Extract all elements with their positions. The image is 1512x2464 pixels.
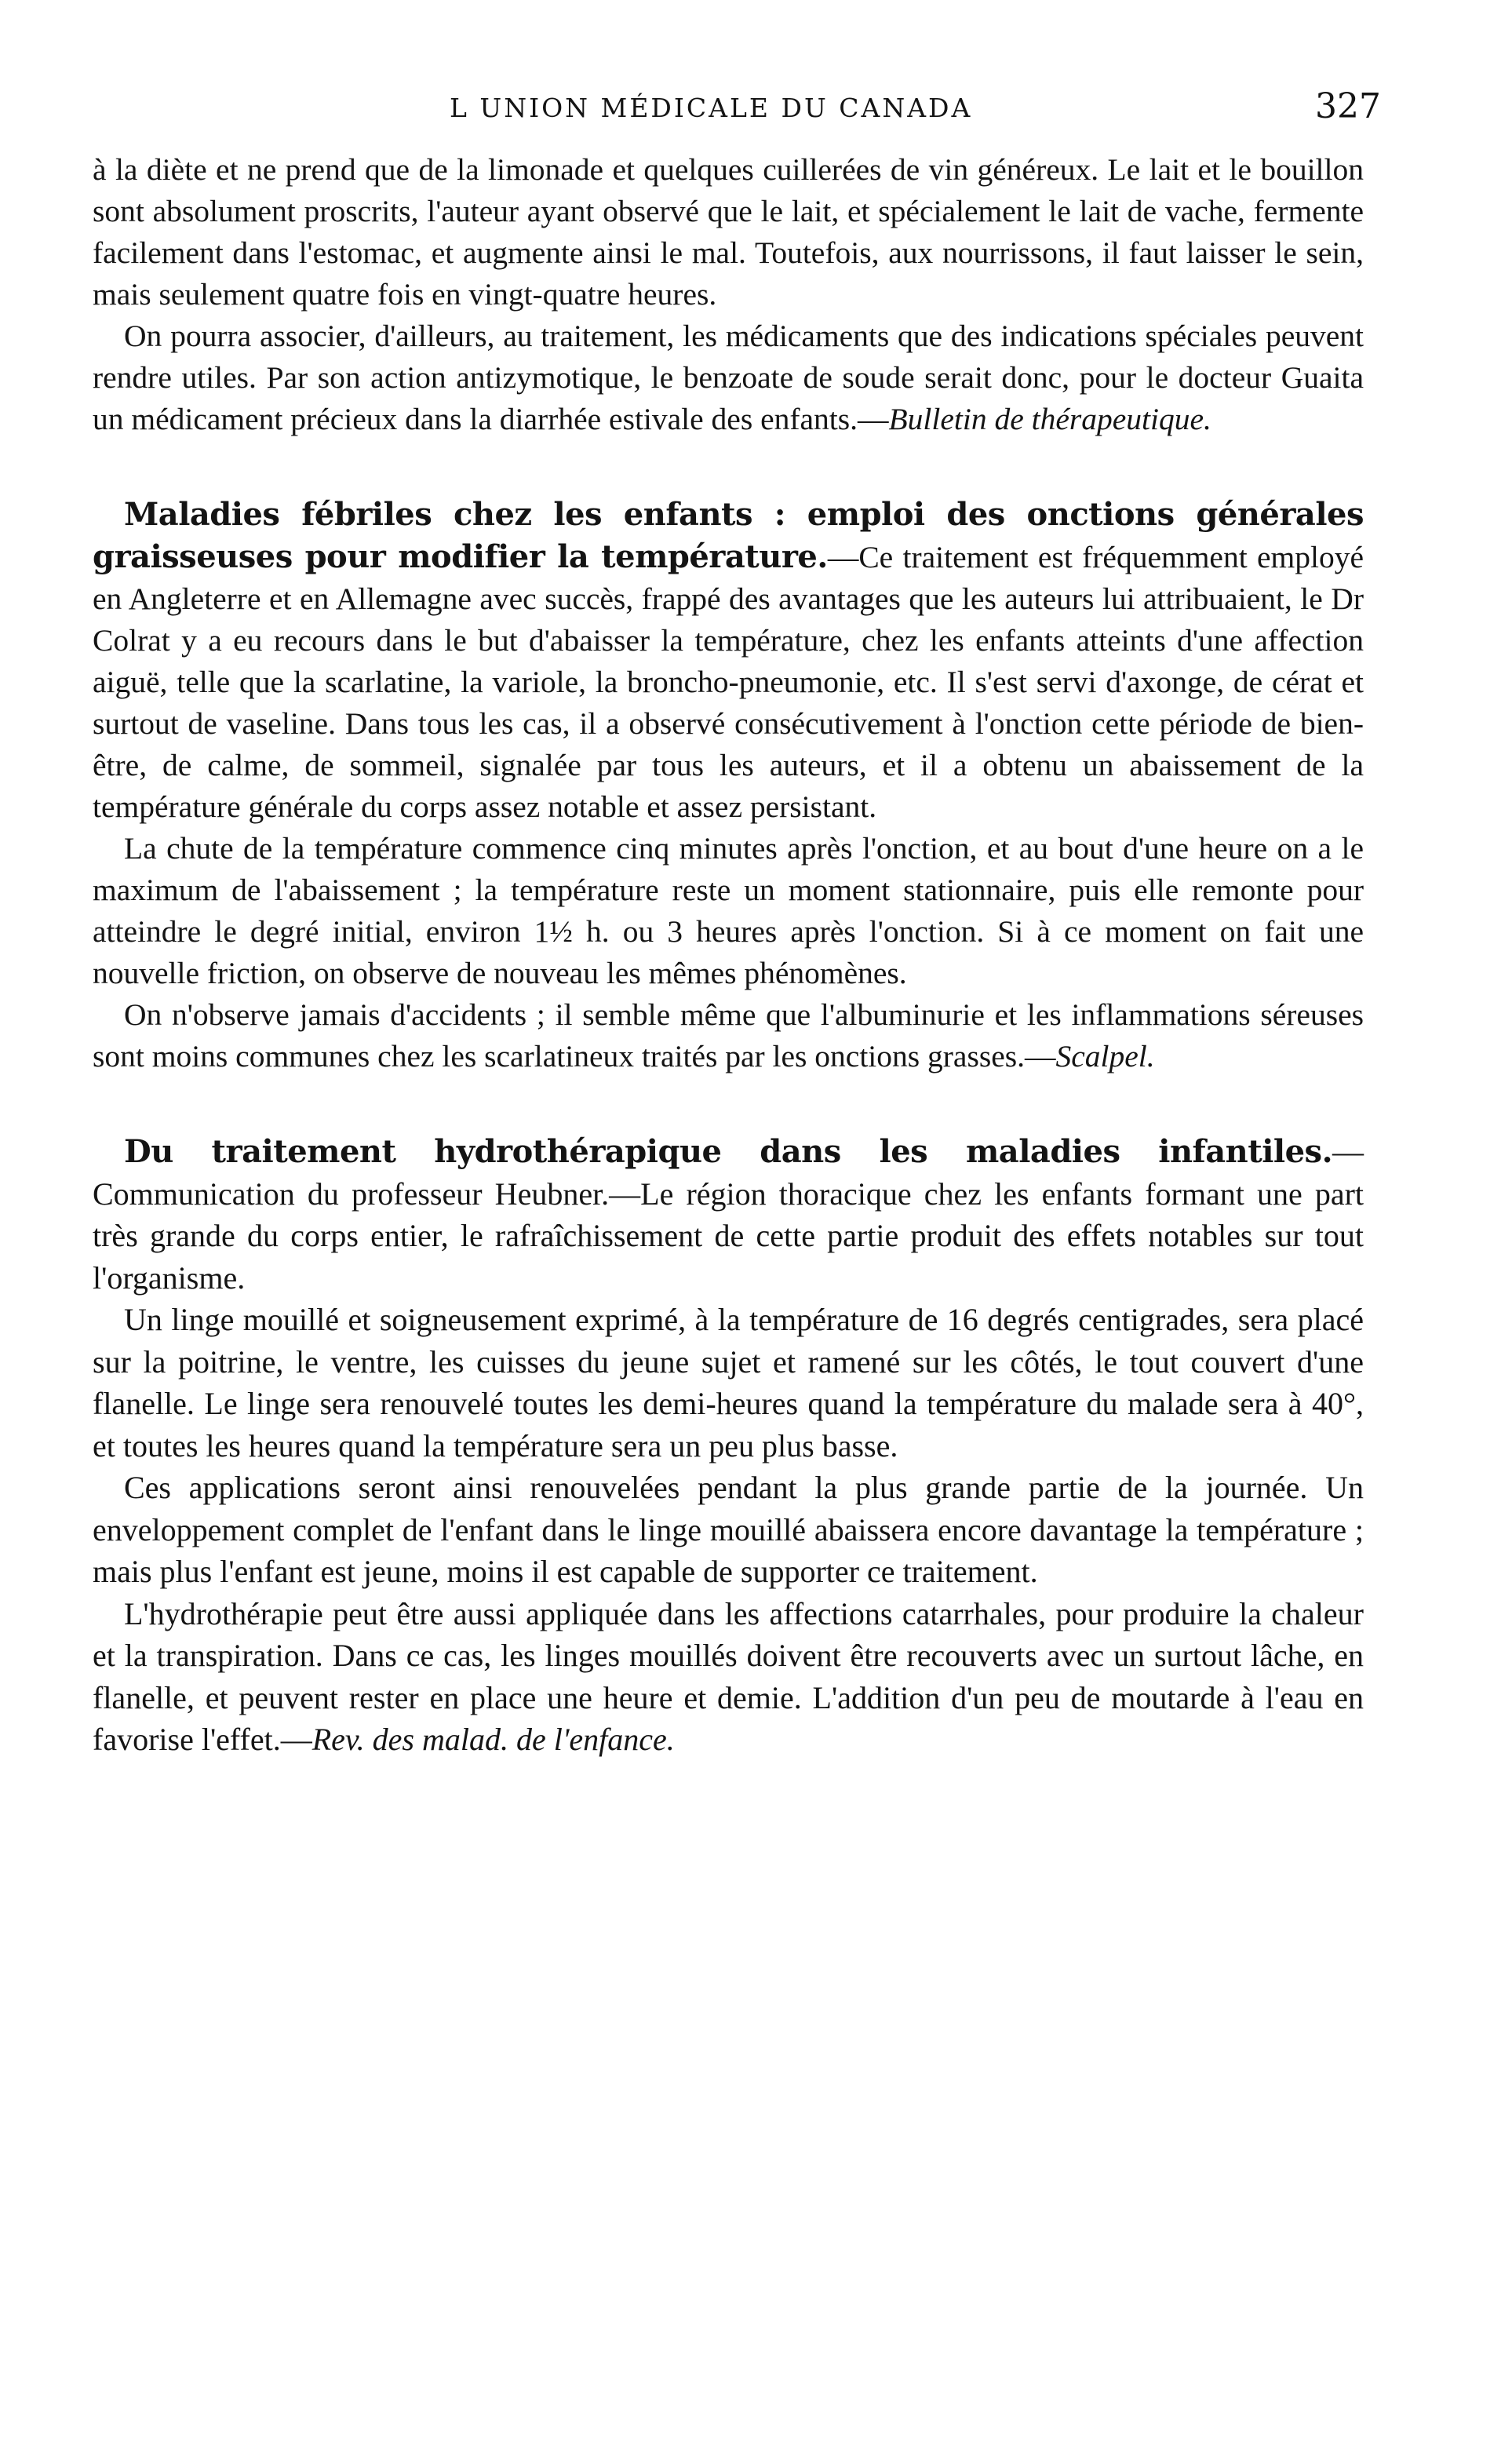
section-milk-diet-continuation (93, 149, 1364, 440)
source-citation: Scalpel. (1055, 1039, 1155, 1073)
paragraph (93, 994, 1364, 1077)
paragraph (93, 315, 1364, 440)
paragraph: Un linge mouillé et soigneusement exprimé, à la température de 16 degrés centigrades, sera placé sur la poitrine, le ventre, les cuisses du jeune sujet et ramené sur les côtés, le tout couvert d'une flanelle. Le linge sera renouvelé toutes les demi-heures quand la température du malade sera à 40°, et toutes les heures quand la température sera un peu plus basse. (93, 1302, 1364, 1463)
source-citation: Bulletin de thérapeutique. (888, 402, 1211, 436)
page-number: 327 (1315, 86, 1381, 126)
paragraph: à la diète et ne prend que de la limonade et quelques cuillerées de vin généreux. Le lait et le bouillon sont absolument proscrits, l'auteur ayant observé que le lait, et spécialement le lait de vache, fermente facilement dans l'estomac, et augmente ainsi le mal. Toutefois, aux nourrissons, il faut laisser le sein, mais seulement quatre fois en vingt-quatre heures. (93, 152, 1364, 312)
paragraph-text: L'hydrothérapie peut être aussi appliquée dans les affections catarrhales, pour produire la chaleur et la transpiration. Dans ce cas, les linges mouillés doivent être recouverts avec un surtout lâche, en flanelle, et peuvent rester en place une heure et demie. L'addition d'un peu de moutarde à l'eau en favorise l'effet.— (93, 1595, 1364, 1757)
paragraph: Ces applications seront ainsi renouvelées pendant la plus grande partie de la journée. Un enveloppement complet de l'enfant dans le linge mouillé abaissera encore davantage la température ; mais plus l'enfant est jeune, moins il est capable de supporter ce traitement. (93, 1470, 1364, 1589)
section-title: Du traitement hydrothérapique dans les maladies infantiles. (124, 1133, 1332, 1170)
running-title: L UNION MÉDICALE DU CANADA (450, 93, 973, 123)
paragraph-text: —Communication du professeur Heubner.—Le région thoracique chez les enfants formant une part très grande du corps entier, le rafraîchissement de cette partie produit des effets notables sur tout l'organisme. (93, 1134, 1364, 1296)
paragraph (93, 1131, 1364, 1299)
paragraph (93, 494, 1364, 828)
paragraph (93, 1593, 1364, 1761)
source-citation: Rev. des malad. de l'enfance. (312, 1722, 675, 1757)
paragraph-text: —Ce traitement est fréquemment employé en Angleterre et en Allemagne avec succès, frappé des avantages que les auteurs lui attribuaient, le Dr Colrat y a eu recours dans le but d'abaisser la température, chez les enfants atteints d'une affection aiguë, telle que la scarlatine, la variole, la broncho-pneumonie, etc. Il s'est servi d'axonge, de cérat et surtout de vaseline. Dans tous les cas, il a observé consécutivement à l'onction cette période de bien-être, de calme, de sommeil, signalée par tous les auteurs, et il a obtenu un abaissement de la température générale du corps assez notable et assez persistant. (93, 540, 1364, 824)
section-febrile-diseases (93, 494, 1364, 1077)
section-hydrotherapy (93, 1131, 1364, 1761)
paragraph-text: On n'observe jamais d'accidents ; il semble même que l'albuminurie et les inflammations séreuses sont moins communes chez les scarlatineux traités par les onctions grasses.— (93, 997, 1364, 1073)
paragraph: La chute de la température commence cinq minutes après l'onction, et au bout d'une heure on a le maximum de l'abaissement ; la température reste un moment stationnaire, puis elle remonte pour atteindre le degré initial, environ 1½ h. ou 3 heures après l'onction. Si à ce moment on fait une nouvelle friction, on observe de nouveau les mêmes phénomènes. (93, 831, 1364, 990)
section-title: Maladies fébriles chez les enfants : emploi des onctions générales graisseuses pour modifier la température. (93, 496, 1364, 575)
journal-page (93, 86, 1381, 1761)
paragraph-text: On pourra associer, d'ailleurs, au traitement, les médicaments que des indications spéciales peuvent rendre utiles. Par son action antizymotique, le benzoate de soude serait donc, pour le docteur Guaita un médicament précieux dans la diarrhée estivale des enfants.— (93, 319, 1364, 436)
running-head (93, 86, 1381, 149)
